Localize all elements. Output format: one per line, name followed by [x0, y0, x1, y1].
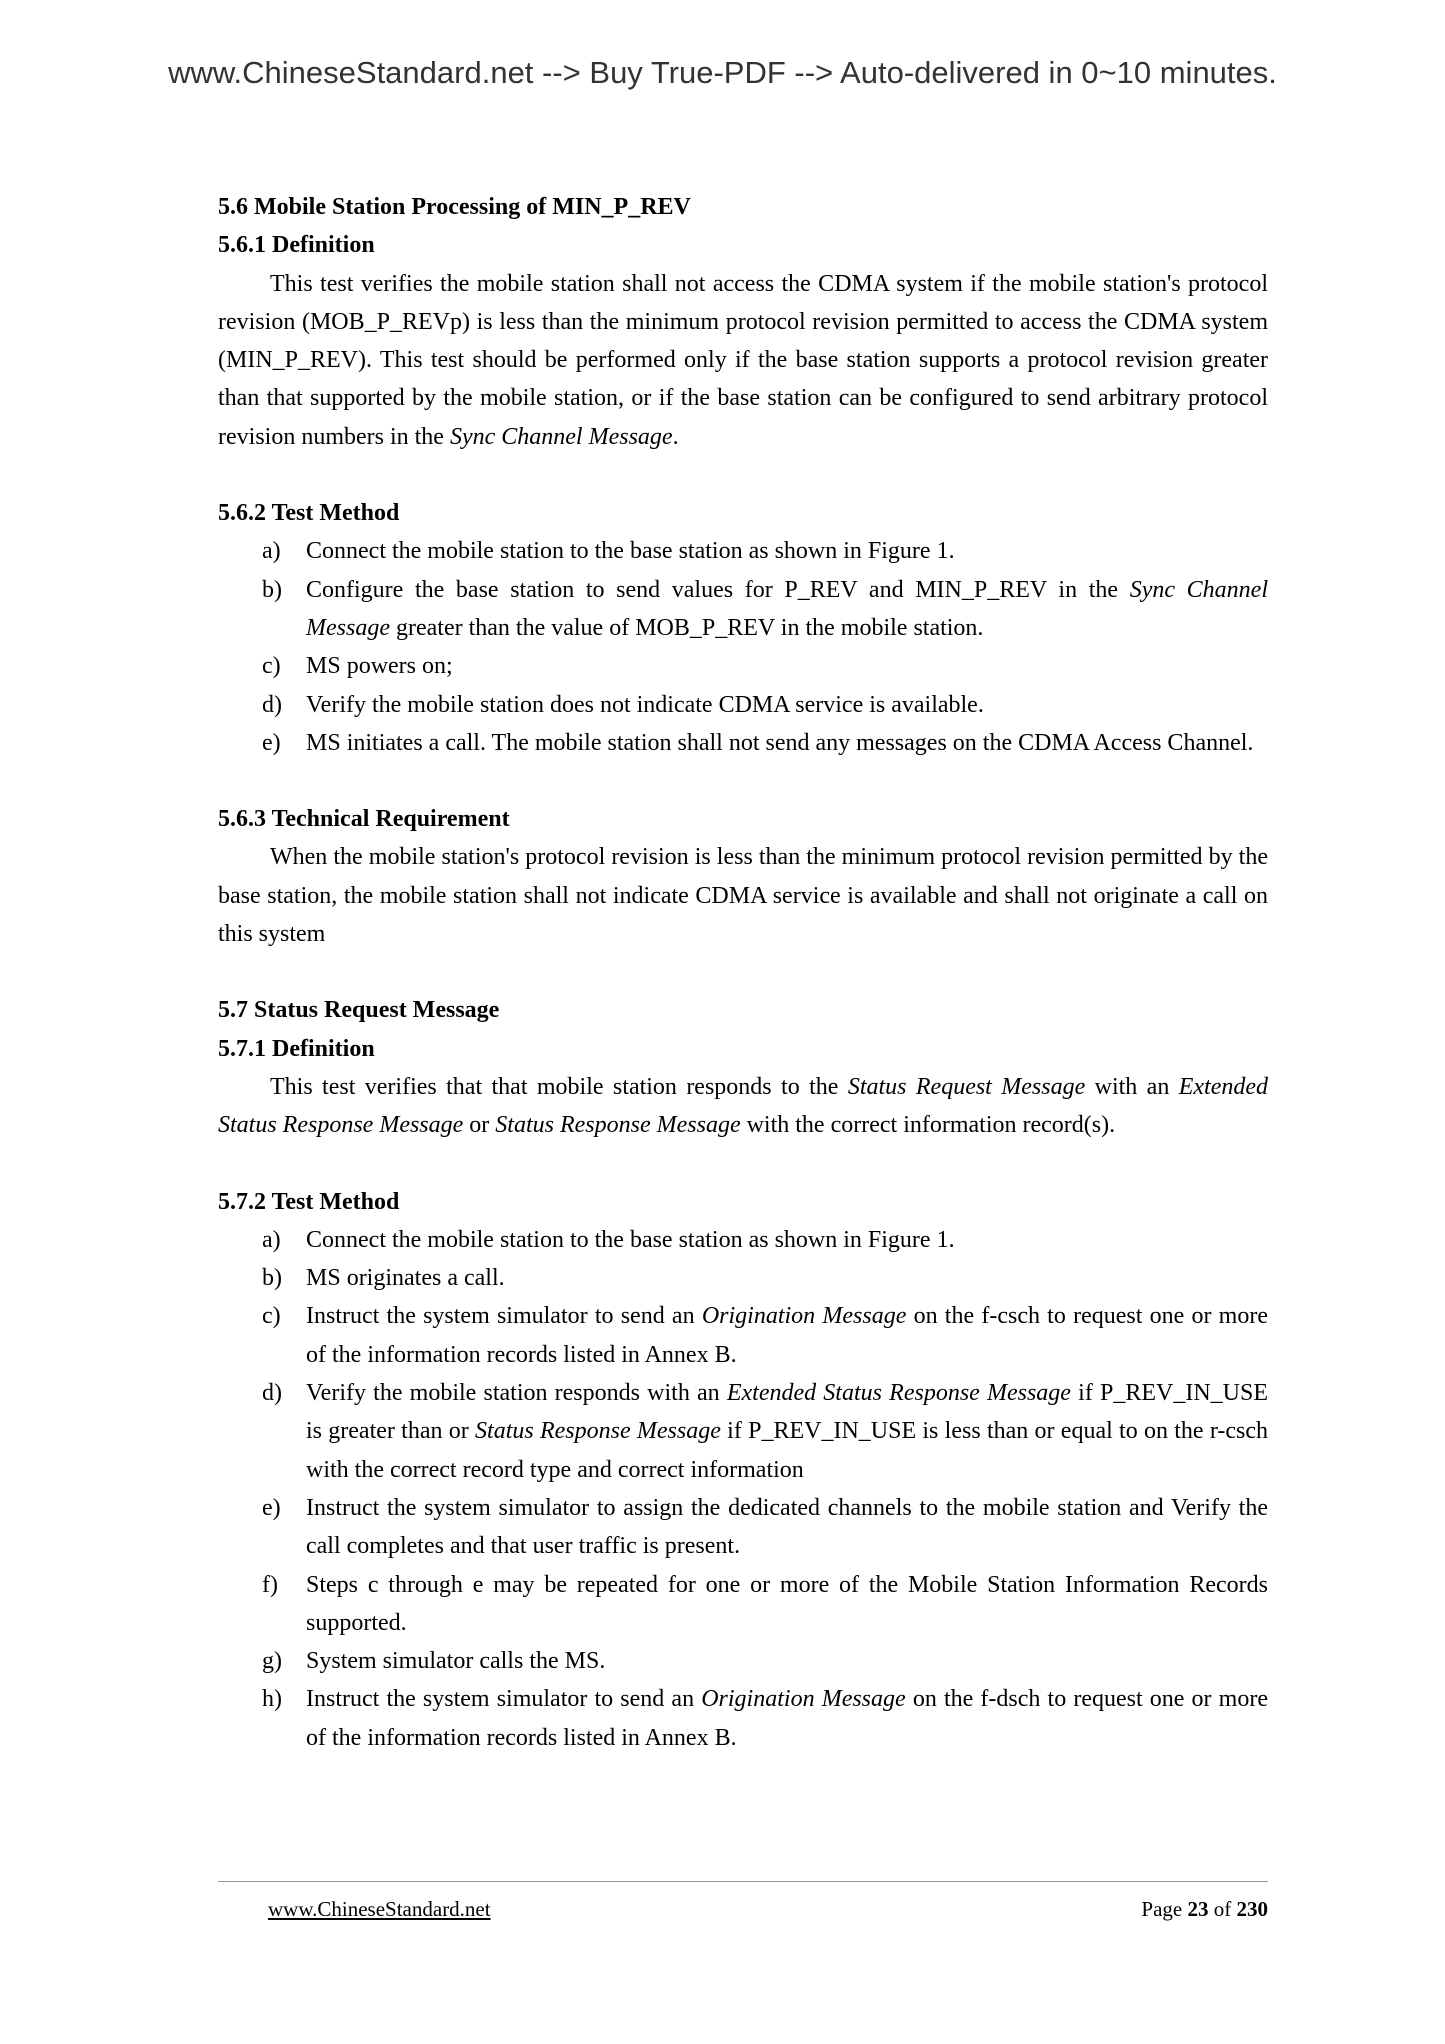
page-footer: [268, 1897, 1268, 1922]
list-item: d) Verify the mobile station does not indicate CDMA service is available.: [262, 691, 984, 718]
footer-link[interactable]: www.ChineseStandard.net: [268, 1897, 491, 1921]
site-banner[interactable]: www.ChineseStandard.net --> Buy True-PDF --> Auto-delivered in 0~10 minutes.: [168, 55, 1277, 90]
list-item: g) System simulator calls the MS.: [262, 1648, 606, 1675]
section-5-6-1-heading: 5.6.1 Definition: [218, 232, 375, 259]
section-5-7-title: 5.7 Status Request Message: [218, 997, 500, 1024]
list-item: d) Verify the mobile station responds with an Extended Status Response Message if P_REV_IN_USE is greater than or Status Response Message if P_REV_IN_USE is less than or equal to on the r-csch with the correct record type and correct information: [262, 1380, 1269, 1483]
section-5-6-2-heading: 5.6.2 Test Method: [218, 500, 400, 527]
section-5-7-2-heading: 5.7.2 Test Method: [218, 1188, 400, 1215]
list-item: c) MS powers on;: [262, 653, 453, 680]
list-item: h) Instruct the system simulator to send an Origination Message on the f-dsch to request one or more of the information records listed in Annex B.: [262, 1686, 1268, 1751]
list-item: b) Configure the base station to send values for P_REV and MIN_P_REV in the Sync Channel Message greater than the value of MOB_P_REV in the mobile station.: [262, 576, 1268, 641]
list-item: a) Connect the mobile station to the base station as shown in Figure 1.: [262, 1226, 955, 1253]
list-item: b) MS originates a call.: [262, 1265, 505, 1292]
section-5-6-2-steps: [218, 532, 1268, 762]
list-item: a) Connect the mobile station to the base station as shown in Figure 1.: [262, 538, 955, 565]
section-5-7-1-paragraph: This test verifies that that mobile station responds to the Status Request Message with an Extended Status Response Message or Status Response Message with the correct information record(s).: [218, 1073, 1269, 1139]
section-5-6-1-paragraph: This test verifies the mobile station shall not access the CDMA system if the mobile station's protocol revision (MOB_P_REVp) is less than the minimum protocol revision permitted to access the CDMA system (MIN_P_REV). This test should be performed only if the base station supports a protocol revision greater than that supported by the mobile station, or if the base station can be configured to send arbitrary protocol revision numbers in the Sync Channel Message.: [218, 270, 1268, 450]
page-number: Page 23 of 230: [1141, 1897, 1268, 1921]
section-5-7-1-heading: 5.7.1 Definition: [218, 1035, 375, 1062]
section-5-6-3-heading: 5.6.3 Technical Requirement: [218, 806, 510, 833]
list-item: e) MS initiates a call. The mobile station shall not send any messages on the CDMA Access Channel.: [262, 729, 1254, 756]
document-body: [218, 188, 1268, 1757]
section-5-7-2-steps: [218, 1221, 1268, 1757]
list-item: e) Instruct the system simulator to assign the dedicated channels to the mobile station and Verify the call completes and that user traffic is present.: [262, 1494, 1268, 1560]
section-5-6-title: 5.6 Mobile Station Processing of MIN_P_REV: [218, 194, 691, 220]
footer-divider: [218, 1881, 1268, 1882]
list-item: f) Steps c through e may be repeated for one or more of the Mobile Station Information Records supported.: [262, 1571, 1268, 1636]
section-5-6-3-paragraph: When the mobile station's protocol revision is less than the minimum protocol revision permitted by the base station, the mobile station shall not indicate CDMA service is available and shall not originate a call on this system: [218, 844, 1268, 948]
list-item: c) Instruct the system simulator to send an Origination Message on the f-csch to request one or more of the information records listed in Annex B.: [262, 1303, 1268, 1368]
